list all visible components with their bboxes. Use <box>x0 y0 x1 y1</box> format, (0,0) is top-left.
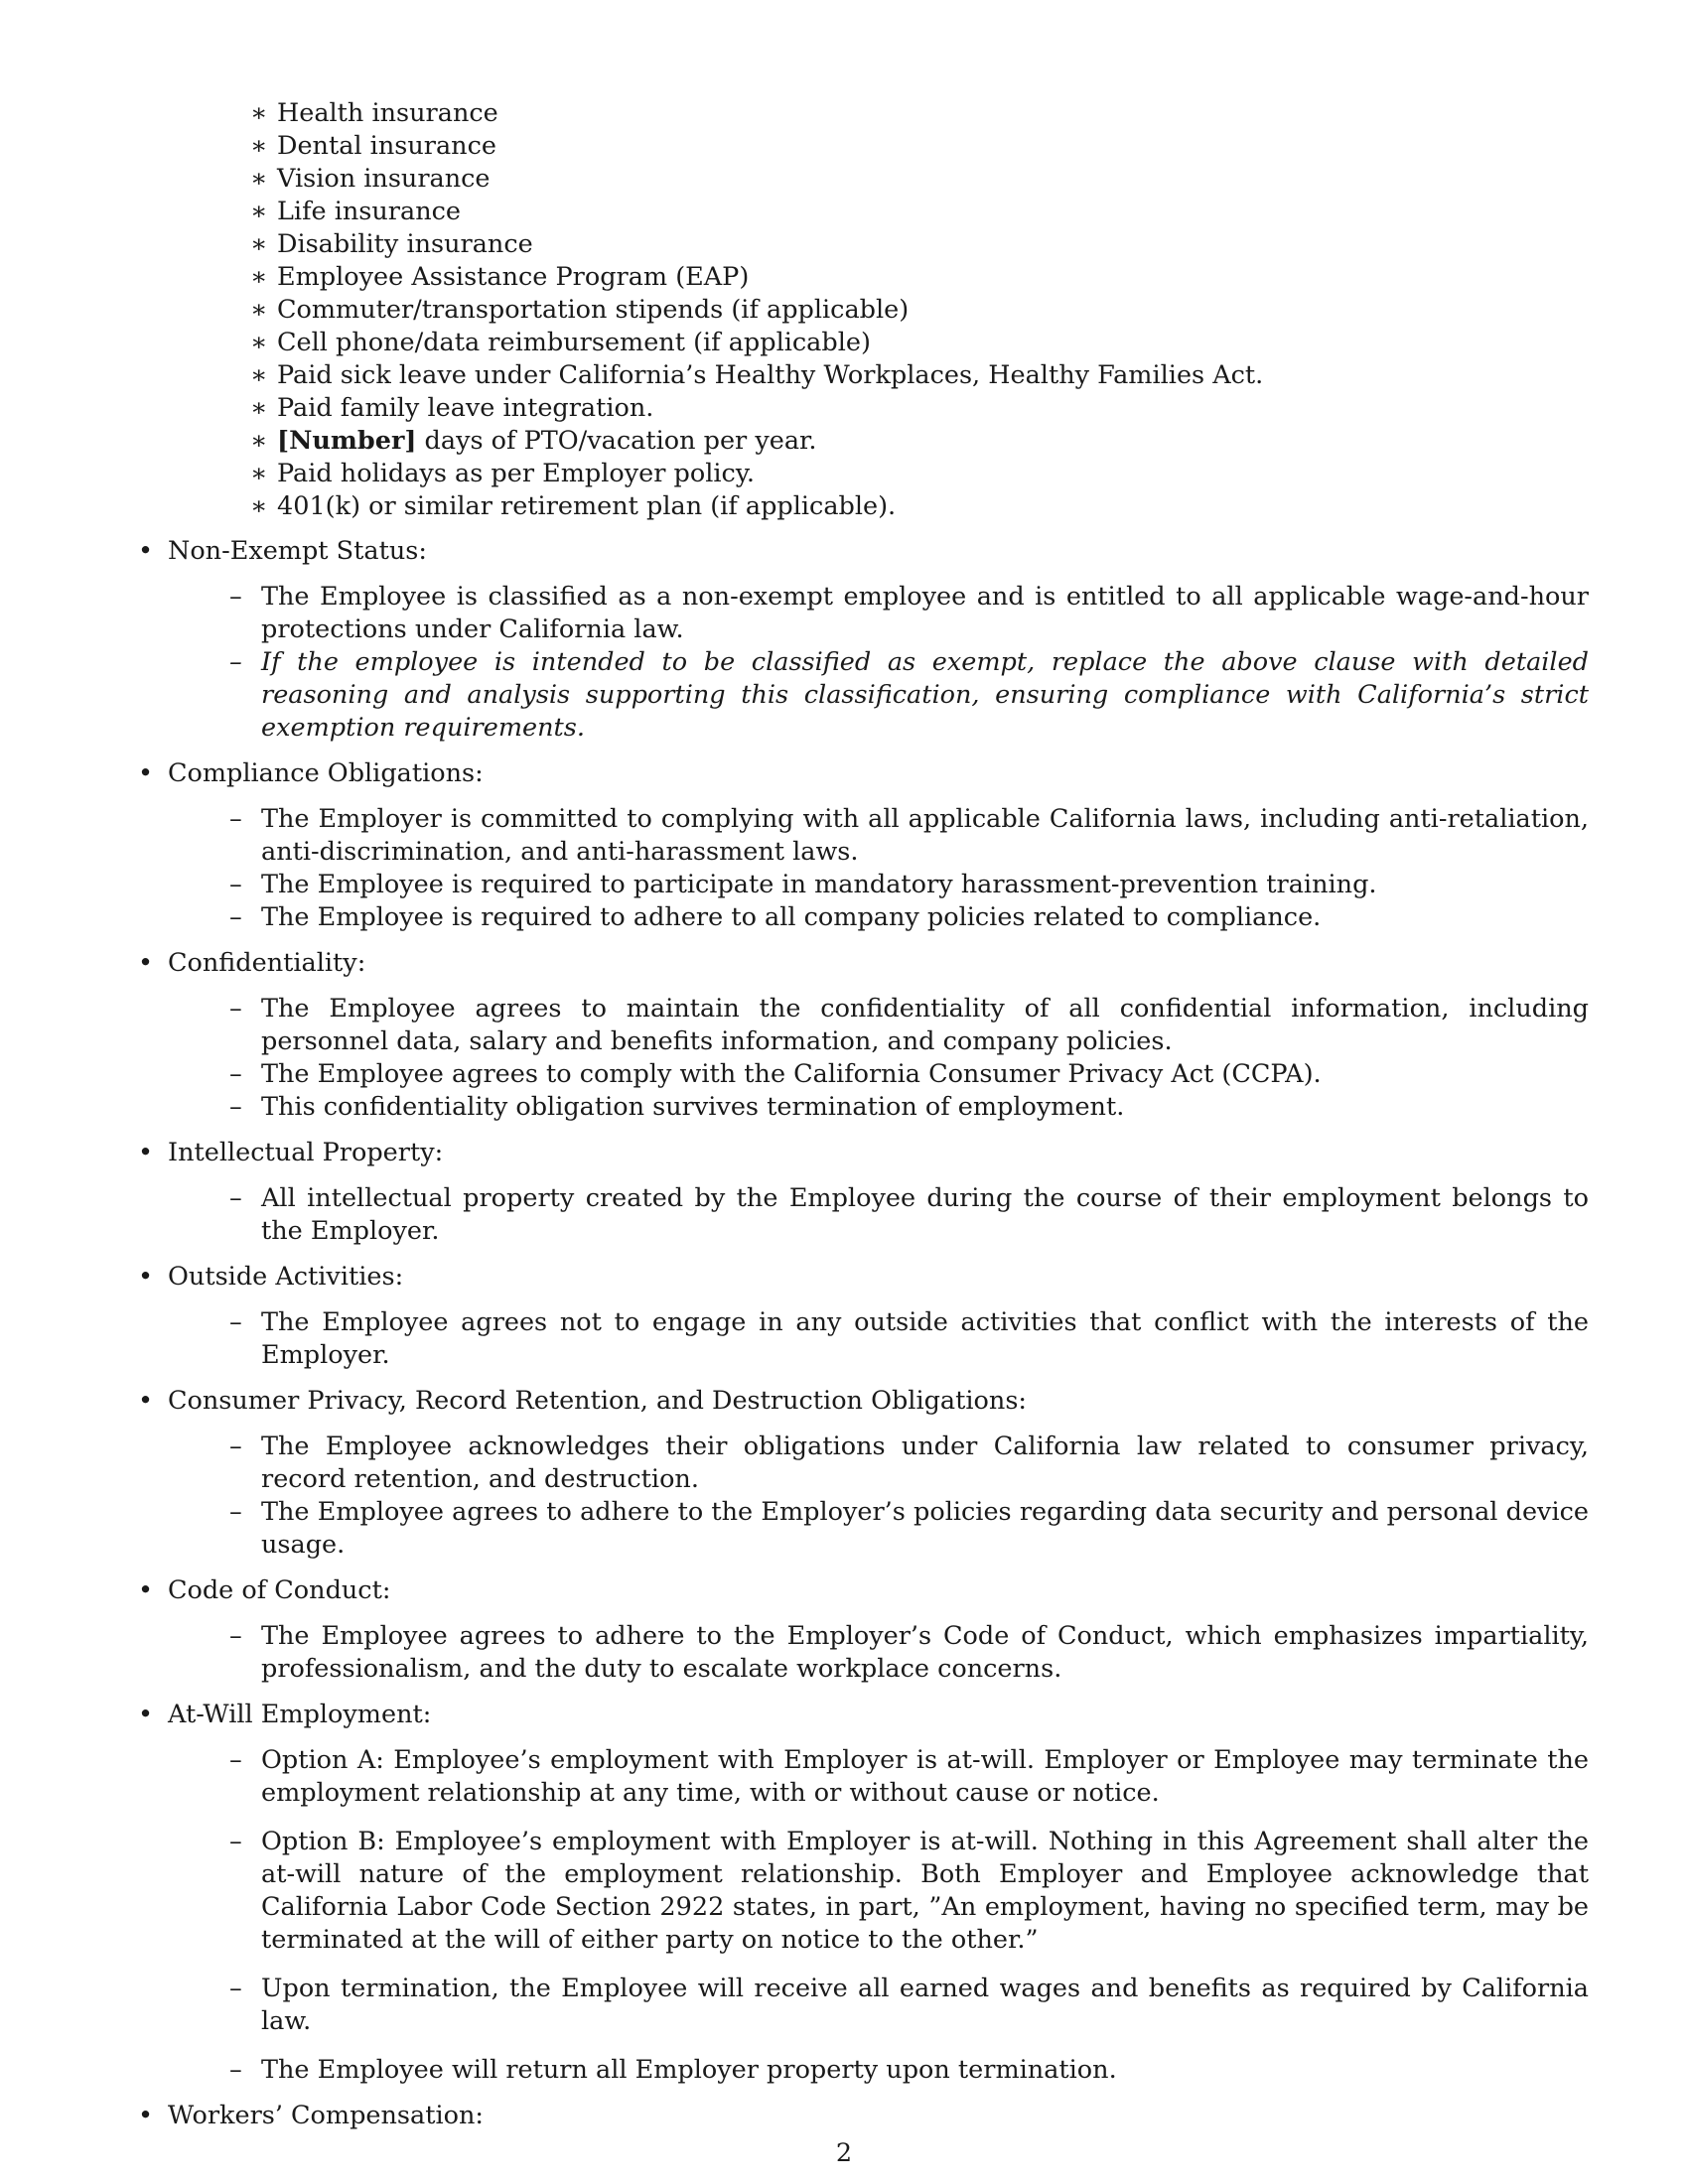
section-outside-activities <box>134 1261 1589 1372</box>
page-number: 2 <box>835 2138 853 2168</box>
section-non-exempt-status <box>134 535 1589 745</box>
section-heading: Outside Activities: <box>168 1262 404 1292</box>
section-heading: At-Will Employment: <box>168 1700 432 1729</box>
list-item: ∗ Disability insurance <box>250 228 1589 261</box>
list-item: ∗ Paid sick leave under California’s Healthy Workplaces, Healthy Families Act. <box>250 359 1589 392</box>
list-item: ∗ Cell phone/data reimbursement (if applicable) <box>250 327 1589 359</box>
section-items <box>168 993 1589 1124</box>
list-item: ∗ 401(k) or similar retirement plan (if applicable). <box>250 490 1589 523</box>
list-item: ∗ Vision insurance <box>250 163 1589 196</box>
section-heading: Compliance Obligations: <box>168 758 484 788</box>
list-item-pto <box>250 425 1589 458</box>
section-confidentiality <box>134 947 1589 1124</box>
section-heading: Workers’ Compensation: <box>168 2101 484 2130</box>
list-item: ∗ Life insurance <box>250 196 1589 228</box>
section-items <box>168 581 1589 745</box>
section-consumer-privacy <box>134 1385 1589 1562</box>
list-item-italic-note: – If the employee is intended to be classified as exempt, replace the above clause with detailed reasoning and analysis supporting this classification, ensuring compliance with California’s strict exemption requirements. <box>168 646 1589 745</box>
section-items <box>168 1182 1589 1248</box>
section-code-of-conduct <box>134 1574 1589 1686</box>
section-items <box>168 1431 1589 1562</box>
list-item: – The Employee agrees to adhere to the Employer’s policies regarding data security and personal device usage. <box>168 1496 1589 1562</box>
number-placeholder: [Number] <box>277 426 417 456</box>
list-item: – The Employee acknowledges their obligations under California law related to consumer privacy, record retention, and destruction. <box>168 1431 1589 1496</box>
pto-text: days of PTO/vacation per year. <box>416 426 817 456</box>
section-items <box>168 1306 1589 1372</box>
list-item: – The Employee is classified as a non-exempt employee and is entitled to all applicable wage-and-hour protections under California law. <box>168 581 1589 646</box>
benefits-list <box>250 97 1589 523</box>
list-item: – All intellectual property created by the Employee during the course of their employment belongs to the Employer. <box>168 1182 1589 1248</box>
section-intellectual-property <box>134 1137 1589 1248</box>
list-item: – The Employee is required to adhere to all company policies related to compliance. <box>168 901 1589 934</box>
section-items <box>168 1744 1589 2087</box>
list-item: – The Employee agrees not to engage in any outside activities that conflict with the interests of the Employer. <box>168 1306 1589 1372</box>
section-workers-compensation <box>134 2100 1589 2132</box>
document-body <box>134 97 1589 2145</box>
list-item: – Upon termination, the Employee will receive all earned wages and benefits as required by California law. <box>168 1973 1589 2038</box>
section-heading: Confidentiality: <box>168 948 366 978</box>
list-item: ∗ Employee Assistance Program (EAP) <box>250 261 1589 294</box>
list-item: – The Employee agrees to comply with the California Consumer Privacy Act (CCPA). <box>168 1058 1589 1091</box>
list-item: – Option B: Employee’s employment with Employer is at-will. Nothing in this Agreement shall alter the at-will nature of the employment relationship. Both Employer and Employee acknowledge that California Labor Code Section 2922 states, in part, ”An employment, having no specified term, may be terminated at the will of either party on notice to the other.” <box>168 1826 1589 1957</box>
list-item: – The Employee will return all Employer property upon termination. <box>168 2054 1589 2087</box>
section-heading: Code of Conduct: <box>168 1575 391 1605</box>
section-heading: Non-Exempt Status: <box>168 536 427 566</box>
section-at-will-employment <box>134 1699 1589 2087</box>
list-item: ∗ Paid holidays as per Employer policy. <box>250 458 1589 490</box>
list-item: – The Employee agrees to adhere to the Employer’s Code of Conduct, which emphasizes impartiality, professionalism, and the duty to escalate workplace concerns. <box>168 1620 1589 1686</box>
list-item: ∗ Paid family leave integration. <box>250 392 1589 425</box>
section-items <box>168 1620 1589 1686</box>
list-item: – Option A: Employee’s employment with Employer is at-will. Employer or Employee may terminate the employment relationship at any time, with or without cause or notice. <box>168 1744 1589 1810</box>
sections-list <box>134 535 1589 2132</box>
list-item: ∗ Commuter/transportation stipends (if applicable) <box>250 294 1589 327</box>
section-items <box>168 803 1589 934</box>
list-item: ∗ Health insurance <box>250 97 1589 130</box>
list-item: – The Employee is required to participate in mandatory harassment-prevention training. <box>168 869 1589 901</box>
section-heading: Consumer Privacy, Record Retention, and Destruction Obligations: <box>168 1386 1027 1416</box>
list-item: – The Employee agrees to maintain the confidentiality of all confidential information, including personnel data, salary and benefits information, and company policies. <box>168 993 1589 1058</box>
list-item: – This confidentiality obligation survives termination of employment. <box>168 1091 1589 1124</box>
list-item: – The Employer is committed to complying with all applicable California laws, including anti-retaliation, anti-discrimination, and anti-harassment laws. <box>168 803 1589 869</box>
section-compliance-obligations <box>134 757 1589 934</box>
list-item: ∗ Dental insurance <box>250 130 1589 163</box>
section-heading: Intellectual Property: <box>168 1138 444 1167</box>
